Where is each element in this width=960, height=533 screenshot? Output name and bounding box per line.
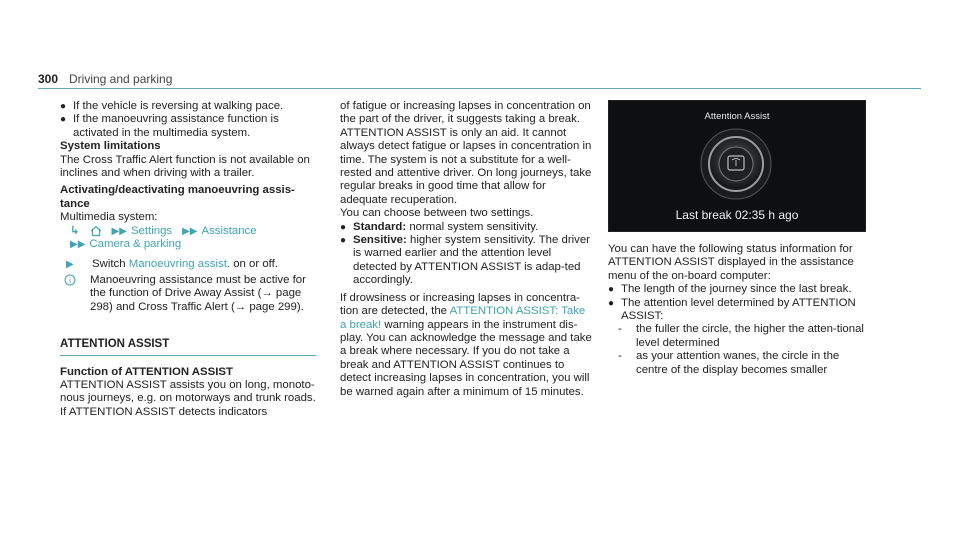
- menu-path: [70, 225, 316, 238]
- sub-list-item: - the fuller the circle, the higher the atten-tional level determined: [618, 323, 864, 349]
- instruction-step: ▶ Switch Manoeuvring assist. on or off.: [60, 258, 316, 271]
- bullet-icon: ●: [60, 101, 67, 112]
- bullet-icon: ●: [608, 284, 615, 296]
- function-text: ATTENTION ASSIST assists you on long, monoto-nous journeys, e.g. on motorways and trunk roads. If ATTENTION ASSIST detects indicators: [60, 378, 316, 418]
- chevron-right-icon: ▶▶: [111, 225, 127, 237]
- multimedia-label: Multimedia system:: [60, 211, 158, 224]
- note: i Manoeuvring assistance must be active for the function of Drive Away Assist (→ page 298) and Cross Traffic Alert (→ page 299).: [60, 274, 316, 314]
- list-item: ● The attention level determined by ATTENTION ASSIST:: [608, 296, 856, 323]
- chevron-right-icon: ▶▶: [182, 225, 198, 237]
- paragraph: ATTENTION ASSIST is only an aid. It cannot always detect fatigue or lapses in concentration in time. The system is not a substitute for a well-rested and attentive driver. On long journeys, take regular breaks in good time that allow for adequate recuperation.: [340, 126, 592, 206]
- bullet-icon: ●: [340, 221, 347, 233]
- list-item: ● If the vehicle is reversing at walking pace.: [60, 100, 284, 112]
- section-title: ATTENTION ASSIST: [60, 338, 316, 355]
- activating-heading: Activating/deactivating manoeuvring assis-tance: [60, 184, 295, 210]
- path-arrow-icon: ↳: [70, 224, 80, 237]
- list-item: ● Standard: normal system sensitivity.: [340, 220, 539, 233]
- paragraph: of fatigue or increasing lapses in concentration on the part of the driver, it suggests taking a break.: [340, 100, 591, 126]
- svg-text:i: i: [69, 275, 71, 285]
- system-limitations-heading: System limitations: [60, 140, 161, 153]
- column-3: [608, 100, 872, 377]
- paragraph: If drowsiness or increasing lapses in concentra-tion are detected, the ATTENTION ASSIST: Take a break! warning appears in the instrument dis-play. You can acknowledge the message and take a break where necessary. If you do not take a break and ATTENTION ASSIST continues to detect increasing lapses in concentration, you will be warned again after a minimum of 15 minutes.: [340, 291, 592, 398]
- home-icon: [90, 225, 102, 237]
- bullet-icon: ●: [608, 297, 615, 309]
- column-2: [340, 100, 592, 399]
- play-arrow-icon: ▶: [66, 259, 74, 271]
- list-item: ● Sensitive: higher system sensitivity. The driver is warned earlier and the attention level detected by ATTENTION ASSIST is adap-ted accordingly.: [340, 234, 590, 287]
- bullet-icon: ●: [60, 114, 67, 126]
- path-item-camera-parking[interactable]: Camera & parking: [89, 238, 182, 251]
- list-item: ● The length of the journey since the last break.: [608, 283, 852, 296]
- paragraph: You can choose between two settings.: [340, 207, 534, 220]
- take-a-break-message: ATTENTION ASSIST: Take a break!: [340, 305, 586, 331]
- path-item-settings[interactable]: Settings: [130, 224, 173, 237]
- bullet-icon: ●: [340, 235, 347, 247]
- page-header: [38, 72, 921, 89]
- last-break-caption: Last break 02:35 h ago: [675, 208, 799, 222]
- system-limitations-text: The Cross Traffic Alert function is not available on inclines and when driving with a trailer.: [60, 153, 310, 180]
- manoeuvring-assist-link[interactable]: Manoeuvring assist.: [128, 258, 231, 271]
- column-1: [60, 100, 316, 419]
- function-heading: Function of ATTENTION ASSIST: [60, 365, 233, 378]
- paragraph: You can have the following status information for ATTENTION ASSIST displayed in the assistance menu of the on-board computer:: [608, 243, 854, 282]
- page-number: 300: [38, 72, 59, 86]
- path-item-assistance[interactable]: Assistance: [201, 224, 257, 237]
- list-item: ● If the manoeuvring assistance function is activated in the multimedia system.: [60, 113, 279, 139]
- attention-level-ring-icon: [699, 127, 773, 201]
- menu-path-continued: [60, 238, 316, 251]
- screen-title: Attention Assist: [704, 111, 770, 122]
- info-icon: [64, 274, 76, 286]
- sub-list-item: - as your attention wanes, the circle in the centre of the display becomes smaller: [618, 350, 840, 376]
- display-screenshot: [608, 100, 866, 232]
- page-section-title: Driving and parking: [69, 72, 173, 86]
- chevron-right-icon: ▶▶: [70, 239, 86, 251]
